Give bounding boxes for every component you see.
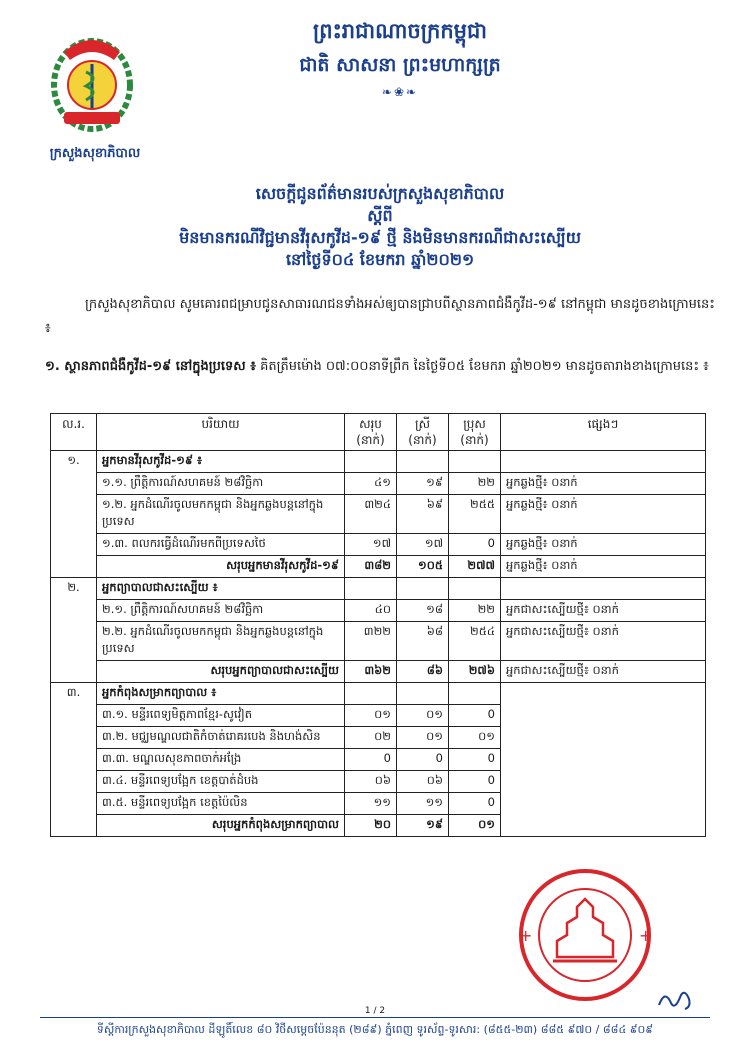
row-total: 0 — [345, 749, 397, 771]
page-number: 1 / 2 — [364, 1006, 386, 1016]
row-description: ៣.១. មន្ទីរពេទ្យមិត្តភាពខ្មែរ-សូវៀត — [97, 705, 345, 727]
row-note: អ្នកជាសះស្បើយថ្មី៖ ០នាក់ — [501, 600, 706, 622]
official-stamp — [515, 865, 655, 1005]
table-row — [51, 622, 706, 661]
row-male: ២៥៥ — [449, 495, 501, 534]
row-total: ០២ — [345, 727, 397, 749]
row-total: ០៦ — [345, 771, 397, 793]
table-row — [51, 534, 706, 556]
footer-divider — [40, 1017, 710, 1018]
table-row — [51, 473, 706, 495]
title-line-3: មិនមានករណីវិជ្ជមានវីរុសកូវីដ-១៩ ថ្មី និងមិនមានករណីជាសះស្បើយ — [179, 228, 581, 247]
row-note: អ្នកឆ្លងថ្មី៖ ០នាក់ — [501, 495, 706, 534]
row-female: ១១ — [397, 793, 449, 815]
subtotal-row — [51, 661, 706, 683]
row-male: ២២ — [449, 600, 501, 622]
subtotal-label: សរុបអ្នកមានវីរុសកូវីដ-១៩ — [97, 556, 345, 578]
subtotal-female: ១៩ — [397, 815, 449, 837]
row-male: 0 — [449, 749, 501, 771]
row-male: ២២ — [449, 473, 501, 495]
kingdom-header — [200, 18, 600, 99]
row-description: ៣.៤. មន្ទីរពេទ្យបង្អែក ខេត្តបាត់ដំបង — [97, 771, 345, 793]
row-female: ៦៩ — [397, 495, 449, 534]
table-row — [51, 600, 706, 622]
row-note: អ្នកឆ្លងថ្មី៖ ០នាក់ — [501, 473, 706, 495]
row-male: 0 — [449, 705, 501, 727]
row-male: 0 — [449, 534, 501, 556]
row-note: អ្នកជាសះស្បើយថ្មី៖ ០នាក់ — [501, 622, 706, 661]
row-female: ១៨ — [397, 600, 449, 622]
row-description: ១.១. ព្រឹត្តិការណ៍សហគមន៍ ២៨វិច្ឆិកា — [97, 473, 345, 495]
row-description: ៣.២. មជ្ឈមណ្ឌលជាតិកំចាត់រោគរបេង និងហង់សិន — [97, 727, 345, 749]
group-title-row — [51, 451, 706, 473]
subtotal-female: ៨៦ — [397, 661, 449, 683]
row-female: ៦៨ — [397, 622, 449, 661]
subtotal-row — [51, 556, 706, 578]
row-description: ១.២. អ្នកដំណើរចូលមកកម្ពុជា និងអ្នកឆ្លងបន្តនៅក្នុងប្រទេស — [97, 495, 345, 534]
row-female: ១៩ — [397, 473, 449, 495]
ministry-name: ក្រសួងសុខាភិបាល — [49, 146, 141, 161]
covid-statistics-table — [50, 413, 706, 837]
subtotal-note: អ្នកជាសះស្បើយថ្មី៖ ០នាក់ — [501, 661, 706, 683]
subtotal-note: អ្នកឆ្លងថ្មី៖ ០នាក់ — [501, 556, 706, 578]
ministry-logo — [44, 30, 140, 140]
row-male: 0 — [449, 793, 501, 815]
svg-text:+: + — [639, 926, 653, 945]
row-total: ៣២៤ — [345, 495, 397, 534]
row-male: ២៥៤ — [449, 622, 501, 661]
group-title-row — [51, 683, 706, 705]
row-description: ២.១. ព្រឹត្តិការណ៍សហគមន៍ ២៨វិច្ឆិកា — [97, 600, 345, 622]
col-header-total: សរុប (នាក់) — [345, 414, 397, 451]
group-number: ១. — [51, 451, 97, 578]
subtotal-male: ០១ — [449, 815, 501, 837]
subtotal-label: សរុបអ្នកព្យាបាលជាសះស្បើយ — [97, 661, 345, 683]
group-title-row — [51, 578, 706, 600]
subtotal-total: ២០ — [345, 815, 397, 837]
intro-paragraph: ក្រសួងសុខាភិបាល សូមគោរពជម្រាបជូនសាធារណជនទាំងអស់ឲ្យបានជ្រាបពីស្ថានភាពជំងឺកូវីដ-១៩ នៅកម្ពុជា មានដូចខាងក្រោមនេះ ៖ — [45, 297, 715, 336]
group-title: អ្នកមានវីរុសកូវីដ-១៩ ៖ — [97, 451, 345, 473]
kingdom-name: ព្រះរាជាណាចក្រកម្ពុជា — [312, 19, 487, 43]
col-header-female: ស្រី (នាក់) — [397, 414, 449, 451]
subtotal-male: ២៧៦ — [449, 661, 501, 683]
subtotal-total: ៣៦២ — [345, 661, 397, 683]
section-1-text: គិតត្រឹមម៉ោង ០៧:០០នាទីព្រឹក នៃថ្ងៃទី០៥ ខែមករា ឆ្នាំ២០២១ មានដូចតារាងខាងក្រោមនេះ ៖ — [260, 359, 709, 374]
row-female: ០៦ — [397, 771, 449, 793]
row-total: ០១ — [345, 705, 397, 727]
subtotal-label: សរុបអ្នកកំពុងសម្រាកព្យាបាល — [97, 815, 345, 837]
svg-text:+: + — [519, 926, 533, 945]
col-header-other: ផ្សេងៗ — [501, 414, 706, 451]
national-motto: ជាតិ សាសនា ព្រះមហាក្សត្រ — [299, 54, 501, 76]
col-header-male: ប្រុស (នាក់) — [449, 414, 501, 451]
title-line-1: សេចក្តីជូនព័ត៌មានរបស់ក្រសួងសុខាភិបាល — [255, 184, 505, 203]
section-1-heading — [45, 355, 715, 379]
row-female: ០១ — [397, 705, 449, 727]
group-number: ២. — [51, 578, 97, 683]
row-total: ៤០ — [345, 600, 397, 622]
subtotal-male: ២៧៧ — [449, 556, 501, 578]
row-male: ០១ — [449, 727, 501, 749]
ornament-icon: ❧❀❧ — [381, 85, 419, 99]
subtotal-total: ៣៨២ — [345, 556, 397, 578]
title-line-4: នៅថ្ងៃទី០៤ ខែមករា ឆ្នាំ២០២១ — [285, 250, 475, 269]
row-description: ១.៣. ពលករធ្វើដំណើរមកពីប្រទេសថៃ — [97, 534, 345, 556]
row-description: ៣.៣. មណ្ឌលសុខភាពចាក់អង្រែ — [97, 749, 345, 771]
col-header-no: ល.រ. — [51, 414, 97, 451]
row-total: ៤១ — [345, 473, 397, 495]
group-title: អ្នកព្យាបាលជាសះស្បើយ ៖ — [97, 578, 345, 600]
group-title: អ្នកកំពុងសម្រាកព្យាបាល ៖ — [97, 683, 345, 705]
title-line-2: ស្តីពី — [367, 206, 393, 225]
row-total: ១៧ — [345, 534, 397, 556]
table-header-row — [51, 414, 706, 451]
col-header-description: បរិយាយ — [97, 414, 345, 451]
row-female: 0 — [397, 749, 449, 771]
row-description: ២.២. អ្នកដំណើរចូលមកកម្ពុជា និងអ្នកឆ្លងបន្តនៅក្នុងប្រទេស — [97, 622, 345, 661]
row-total: ៣២២ — [345, 622, 397, 661]
subtotal-female: ១០៥ — [397, 556, 449, 578]
row-note: អ្នកឆ្លងថ្មី៖ ០នាក់ — [501, 534, 706, 556]
row-description: ៣.៥. មន្ទីរពេទ្យបង្អែក ខេត្តប៉ៃលិន — [97, 793, 345, 815]
section-1-title: ១. ស្ថានភាពជំងឺកូវីដ-១៩ នៅក្នុងប្រទេស ៖ — [45, 359, 256, 374]
row-male: 0 — [449, 771, 501, 793]
row-total: ១១ — [345, 793, 397, 815]
press-release-title — [60, 183, 700, 271]
table-row — [51, 495, 706, 534]
footer-address: ទីស្តីការក្រសួងសុខាភិបាល ដីឡូតិ៍លេខ ៨០ វិថីសម្តេចប៉ែននុត (២៨៩) ភ្នំពេញ ទូរស័ព្ទ-ទូរសារ: (៨៥៥-២៣) ៨៨៥ ៩៧០ / ៨៨៤ ៩០៩ — [96, 1023, 654, 1036]
row-female: ១៧ — [397, 534, 449, 556]
group-number: ៣. — [51, 683, 97, 837]
row-female: ០១ — [397, 727, 449, 749]
